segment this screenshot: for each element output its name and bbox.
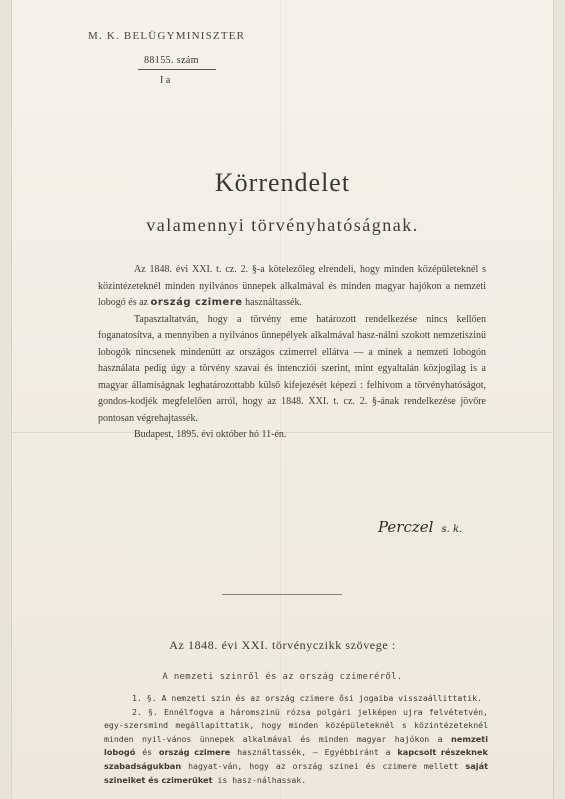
signature-name: Perczel [378,518,434,536]
section-separator [222,594,342,595]
document-page [12,0,553,799]
law-s2-bold-own: saját szineiket és czimerüket [104,760,489,785]
law-s2-bold-parts: kapcsolt részeknek szabadságukban [104,747,488,771]
law-s2-text-a: 2. §. Ennélfogva a háromszinü rózsa polgári jelképen ujra felvétetvén, egy-szersmind megállapittatik, hogy minden középületeknél s közintézeteknél minden nyil-vános ünnepek alkalmával és minden magyar hajókon a [104,706,488,744]
law-s2-text-g: hagyat-ván, hogy az ország szinei és czimere mellett [188,760,459,771]
paragraph-1-emphasis: ország czimere [150,297,243,308]
law-s2-bold-flag: nemzeti lobogó [104,733,488,758]
law-s2-text-e: használtassék, — Egyébbiránt a [237,747,391,758]
law-text [104,692,488,787]
law-s2-text-c: és [142,747,153,758]
document-number: 88155. szám [144,55,199,66]
signature-suffix: s. k. [441,524,463,535]
ministry-name: M. K. BELÜGYMINISZTER [88,30,246,42]
document-subnumber: I a [160,75,171,86]
decree-body [98,262,486,444]
law-s2-bold-arms: ország czimere [158,747,231,758]
law-section-title: A nemzeti szinről és az ország czimeréről. [162,672,403,682]
date-line: Budapest, 1895. évi október hó 11-én. [134,429,287,440]
document-subtitle: valamennyi törvényhatóságnak. [146,215,419,235]
law-section-1: 1. §. A nemzeti szin és az ország czimere ősi jogaiba visszaállittatik. [132,693,482,703]
law-section-2 [104,706,488,788]
document-title: Körrendelet [214,168,351,197]
law-text-title: Az 1848. évi XXI. törvényczikk szövege : [169,638,396,652]
signature [378,518,462,536]
letterhead [88,30,246,86]
paragraph-1-end: használtassék. [245,297,302,308]
paragraph-1 [98,262,486,312]
paragraph-2: Tapasztaltatván, hogy a törvény eme határozott rendelkezése nincs kellően foganatosítva, a mennyiben a nyilvános ünnepélyek alkalmával hasz-nálni szokott nemzetiszinü lobogók nincsenek mindenütt az országos czimerrel ellátva — a minek a nemzeti lobogón használata pedig úgy a törvény szavai és intencziói szerint, mint egyaltalán közjogilag is a magyar államiságnak leghatározottabb külső kifejezését képezi : felhivom a törvényhatóságot, gondos-kodjék megfelelően arról, hogy az 1848. XXI. t. cz. 2. §-ának rendelkezése jövőre pontosan végrehajtassék. [98,313,486,424]
law-s2-text-i: is hasz-nálhassak. [217,774,307,785]
paragraph-1-text: Az 1848. évi XXI. t. cz. 2. §-a kötelezőleg elrendeli, hogy minden középületeknél s közintézeteknél minden nyilvános ünnepek alkalmával és minden magyar hajókon a nemzeti lobogó és az [98,264,486,308]
number-underline [138,69,216,70]
